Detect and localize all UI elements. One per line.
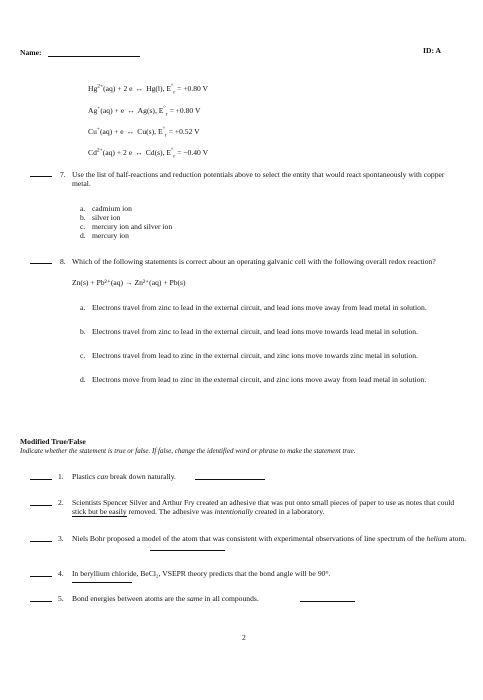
statement-text: Plastics xyxy=(72,472,98,481)
half-reaction-part: ↔ xyxy=(126,127,135,136)
question-number-8: 8. xyxy=(60,257,66,266)
option-letter: d. xyxy=(80,375,86,384)
page-number: 2 xyxy=(242,633,246,642)
half-reaction-part: + xyxy=(96,126,100,133)
identified-word: 90° xyxy=(317,569,329,578)
tf-statement xyxy=(72,534,467,543)
tf-statement xyxy=(72,594,467,603)
tf-number: 2. xyxy=(58,498,64,507)
option-text: Electrons travel from zinc to lead in the external circuit, and lead ions move away from lead metal in solution. xyxy=(92,303,427,312)
answer-blank-tf[interactable] xyxy=(30,479,52,480)
option-letter: c. xyxy=(80,351,86,360)
statement-text: Bond energies between atoms are the xyxy=(72,594,187,603)
option-text: cadmium ion xyxy=(92,204,132,213)
half-reaction-part: Hg(l), xyxy=(146,84,167,93)
answer-blank-tf[interactable] xyxy=(30,601,52,602)
identified-word: can xyxy=(97,472,109,481)
half-reaction-part: (aq) + e xyxy=(100,106,125,115)
half-reaction-part: E xyxy=(166,84,171,93)
option-letter: a. xyxy=(80,303,86,312)
half-reaction-part: ↔ xyxy=(135,84,144,93)
tf-number: 3. xyxy=(58,534,64,543)
option-text: silver ion xyxy=(92,213,121,222)
option-letter: b. xyxy=(80,213,86,222)
question-number-7: 7. xyxy=(60,170,66,179)
statement-text: . xyxy=(328,569,331,578)
answer-blank-q7[interactable] xyxy=(30,176,52,177)
section-title: Modified True/False xyxy=(20,437,86,446)
correction-blank[interactable] xyxy=(195,479,265,480)
id-label: ID: A xyxy=(423,46,441,55)
option-letter: c. xyxy=(80,222,86,231)
option-text: Electrons travel from lead to zinc in the external circuit, and zinc ions move towards zinc metal in solution. xyxy=(92,351,419,360)
half-reaction-part: + xyxy=(97,105,101,112)
half-reaction-part: Cu xyxy=(88,127,97,136)
half-reaction-part: ° xyxy=(163,105,166,112)
identified-word: helium xyxy=(426,534,448,543)
name-label: Name: xyxy=(20,48,42,57)
half-reaction-part: E xyxy=(166,148,172,157)
tf-statement xyxy=(72,498,467,516)
question-8-text: Which of the following statements is correct about an operating galvanic cell with the following overall redox reaction? xyxy=(72,257,436,266)
half-reaction-part: (aq) + 2 e xyxy=(102,148,133,157)
half-reaction-part: = +0.80 V xyxy=(177,84,209,93)
half-reaction-part: ° xyxy=(171,83,174,90)
name-field[interactable] xyxy=(48,56,140,57)
statement-text: Scientists Spencer Silver and Arthur Fry created an adhesive that was put onto small pieces of paper to use as notes that could stick but be easily removed. The adhesive was xyxy=(72,498,455,516)
half-reaction-part: Ag xyxy=(88,106,98,115)
half-reaction xyxy=(88,105,201,118)
option-text: mercury ion and silver ion xyxy=(92,222,173,231)
correction-blank[interactable] xyxy=(72,582,132,583)
tf-number: 1. xyxy=(58,472,64,481)
correction-blank[interactable] xyxy=(72,516,127,517)
identified-word: intentionally xyxy=(214,507,254,516)
half-reaction-part: ° xyxy=(162,126,165,133)
tf-number: 5. xyxy=(58,594,64,603)
half-reaction-part: r xyxy=(173,153,176,160)
half-reaction-part: Cd(s), xyxy=(145,148,167,157)
half-reaction-part: ↔ xyxy=(127,106,135,115)
correction-blank[interactable] xyxy=(300,601,355,602)
answer-blank-tf[interactable] xyxy=(30,576,52,577)
statement-text: atom. xyxy=(447,534,467,543)
half-reaction xyxy=(88,147,209,160)
option-letter: b. xyxy=(80,327,86,336)
half-reaction-part: (aq) + 2 e xyxy=(103,84,133,93)
tf-statement xyxy=(72,569,467,578)
half-reaction-part: = −0.40 V xyxy=(177,148,209,157)
half-reaction-part: ↔ xyxy=(135,148,143,157)
answer-blank-tf[interactable] xyxy=(30,541,52,542)
identified-word: same xyxy=(187,594,203,603)
statement-text: in all compounds. xyxy=(202,594,259,603)
half-reaction-part: = +0.80 V xyxy=(169,106,201,115)
tf-number: 4. xyxy=(58,569,64,578)
half-reaction-part: r xyxy=(164,132,167,139)
half-reaction-part: r xyxy=(165,111,168,118)
question-8-reaction: Zn(s) + Pb²⁺(aq) → Zn²⁺(aq) + Pb(s) xyxy=(72,278,186,287)
statement-text: In beryllium chloride, BeCl₂, VSEPR theory predicts that the bond angle will be xyxy=(72,569,318,578)
option-letter: a. xyxy=(80,204,86,213)
half-reaction-part: Ag(s), xyxy=(137,106,159,115)
section-instruction: Indicate whether the statement is true or false. If false, change the identified word or phrase to make the statement true. xyxy=(20,447,356,455)
half-reaction xyxy=(88,83,209,96)
option-text: Electrons move from lead to zinc in the external circuit, and zinc ions move away from lead metal in solution. xyxy=(92,375,427,384)
statement-text: created in a laboratory. xyxy=(253,507,325,516)
statement-text: break down naturally. xyxy=(108,472,176,481)
question-7-text: Use the list of half-reactions and reduction potentials above to select the entity that would react spontaneously with copper metal. xyxy=(72,170,445,188)
option-text: Electrons travel from zinc to lead in the external circuit, and lead ions move towards lead metal in solution. xyxy=(92,327,419,336)
half-reaction-part: 2+ xyxy=(96,147,103,154)
half-reaction-part: = +0.52 V xyxy=(168,127,200,136)
half-reaction-part: E xyxy=(157,127,163,136)
statement-text: Niels Bohr proposed a model of the atom that was consistent with experimental observations of line spectrum of the xyxy=(72,534,427,543)
half-reaction-part: r xyxy=(173,89,176,96)
tf-statement xyxy=(72,472,467,481)
half-reaction-part: (aq) + e xyxy=(99,127,124,136)
half-reaction xyxy=(88,126,200,139)
answer-blank-tf[interactable] xyxy=(30,505,52,506)
half-reaction-part: Cu(s), xyxy=(137,127,158,136)
option-letter: d. xyxy=(80,231,86,240)
half-reaction-part: ° xyxy=(171,147,174,154)
answer-blank-q8[interactable] xyxy=(30,263,52,264)
option-text: mercury ion xyxy=(92,231,129,240)
half-reaction-part: 2+ xyxy=(97,83,104,90)
correction-blank[interactable] xyxy=(150,550,225,551)
half-reaction-part: E xyxy=(158,106,164,115)
half-reaction-part: Hg xyxy=(88,84,98,93)
half-reaction-part: Cd xyxy=(88,148,97,157)
